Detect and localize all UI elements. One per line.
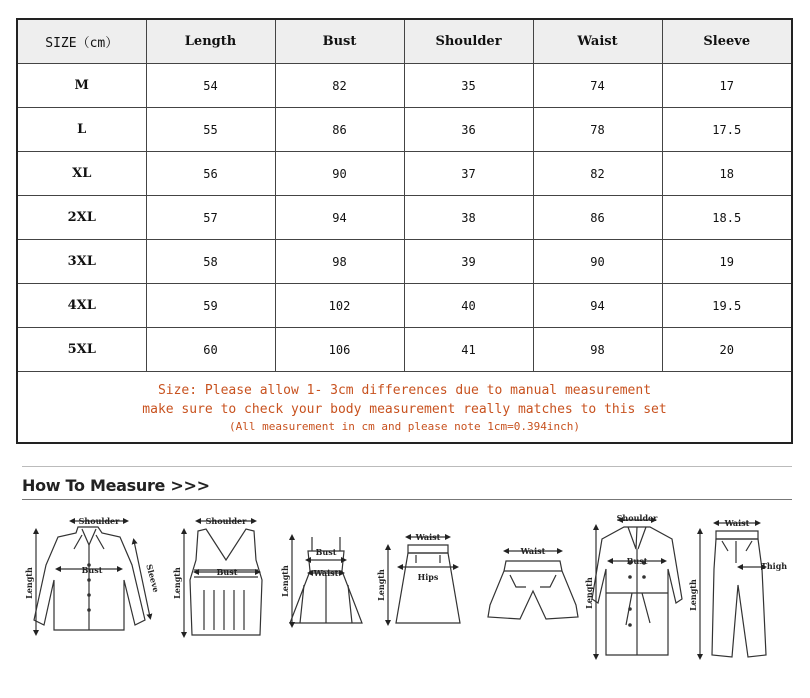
length-cell: 59 (146, 284, 275, 328)
size-cell: XL (17, 152, 146, 196)
table-row (17, 64, 792, 108)
sleeve-cell: 17.5 (662, 108, 792, 152)
table-row (17, 108, 792, 152)
measurement-figures (0, 505, 810, 690)
header-size: SIZE（cm） (17, 19, 146, 64)
skirt-length-label: Length (376, 569, 386, 601)
blouse-length-label: Length (24, 567, 34, 599)
blouse-shoulder-label: Shoulder (78, 516, 120, 526)
garment-illustrations (0, 505, 810, 690)
section-divider (22, 499, 792, 500)
length-cell: 56 (146, 152, 275, 196)
note-line-3: (All measurement in cm and please note 1cm=0.394inch) (229, 419, 580, 433)
header-bust: Bust (275, 19, 404, 64)
table-header-row (17, 19, 792, 64)
blouse-bust-label: Bust (81, 565, 103, 575)
sleeve-cell: 20 (662, 328, 792, 372)
length-cell: 54 (146, 64, 275, 108)
waist-cell: 98 (533, 328, 662, 372)
vest-shoulder-label: Shoulder (205, 516, 247, 526)
bust-cell: 102 (275, 284, 404, 328)
dress-bust-label: Bust (315, 547, 337, 557)
length-cell: 58 (146, 240, 275, 284)
length-cell: 55 (146, 108, 275, 152)
section-divider-top (22, 466, 792, 467)
shoulder-cell: 38 (404, 196, 533, 240)
coat-shoulder-label: Shoulder (616, 513, 658, 523)
pants-thigh-label: Thigh (760, 561, 788, 571)
table-row (17, 284, 792, 328)
vest-bust-label: Bust (216, 567, 238, 577)
bust-cell: 90 (275, 152, 404, 196)
skirt-waist-label: Waist (415, 532, 441, 542)
dress-waist-label: Waist (313, 568, 339, 578)
waist-cell: 94 (533, 284, 662, 328)
length-cell: 57 (146, 196, 275, 240)
table-row (17, 196, 792, 240)
size-cell: L (17, 108, 146, 152)
sleeve-cell: 19 (662, 240, 792, 284)
blouse-figure (34, 521, 150, 633)
how-to-measure-title: How To Measure >>> (22, 476, 210, 495)
bust-cell: 86 (275, 108, 404, 152)
waist-cell: 78 (533, 108, 662, 152)
coat-length-label: Length (584, 577, 594, 609)
size-cell: M (17, 64, 146, 108)
table-row (17, 240, 792, 284)
shorts-waist-label: Waist (520, 546, 546, 556)
header-sleeve: Sleeve (662, 19, 792, 64)
bust-cell: 82 (275, 64, 404, 108)
note-row (17, 372, 792, 444)
shoulder-cell: 41 (404, 328, 533, 372)
note-line-2: make sure to check your body measurement really matches to this set (142, 401, 667, 417)
shorts-figure (488, 551, 578, 619)
vest-figure (184, 521, 262, 635)
skirt-hips-label: Hips (417, 572, 439, 582)
shoulder-cell: 39 (404, 240, 533, 284)
shoulder-cell: 35 (404, 64, 533, 108)
waist-cell: 90 (533, 240, 662, 284)
shoulder-cell: 36 (404, 108, 533, 152)
waist-cell: 82 (533, 152, 662, 196)
measurement-note (17, 372, 792, 444)
size-cell: 5XL (17, 328, 146, 372)
dress-length-label: Length (280, 565, 290, 597)
bust-cell: 94 (275, 196, 404, 240)
size-cell: 2XL (17, 196, 146, 240)
vest-length-label: Length (172, 567, 182, 599)
sleeve-cell: 19.5 (662, 284, 792, 328)
header-shoulder: Shoulder (404, 19, 533, 64)
table-row (17, 328, 792, 372)
pants-figure (700, 523, 766, 657)
length-cell: 60 (146, 328, 275, 372)
sleeve-cell: 18 (662, 152, 792, 196)
size-cell: 3XL (17, 240, 146, 284)
sleeve-cell: 17 (662, 64, 792, 108)
shoulder-cell: 40 (404, 284, 533, 328)
sleeve-cell: 18.5 (662, 196, 792, 240)
header-waist: Waist (533, 19, 662, 64)
note-line-1: Size: Please allow 1- 3cm differences due to manual measurement (157, 382, 652, 398)
size-chart-table (16, 18, 793, 444)
blouse-sleeve-label: Sleeve (144, 563, 162, 594)
table-row (17, 152, 792, 196)
bust-cell: 98 (275, 240, 404, 284)
pants-waist-label: Waist (724, 518, 750, 528)
bust-cell: 106 (275, 328, 404, 372)
shoulder-cell: 37 (404, 152, 533, 196)
coat-bust-label: Bust (626, 556, 648, 566)
waist-cell: 74 (533, 64, 662, 108)
size-cell: 4XL (17, 284, 146, 328)
header-length: Length (146, 19, 275, 64)
coat-figure (592, 520, 682, 657)
pants-length-label: Length (688, 579, 698, 611)
waist-cell: 86 (533, 196, 662, 240)
